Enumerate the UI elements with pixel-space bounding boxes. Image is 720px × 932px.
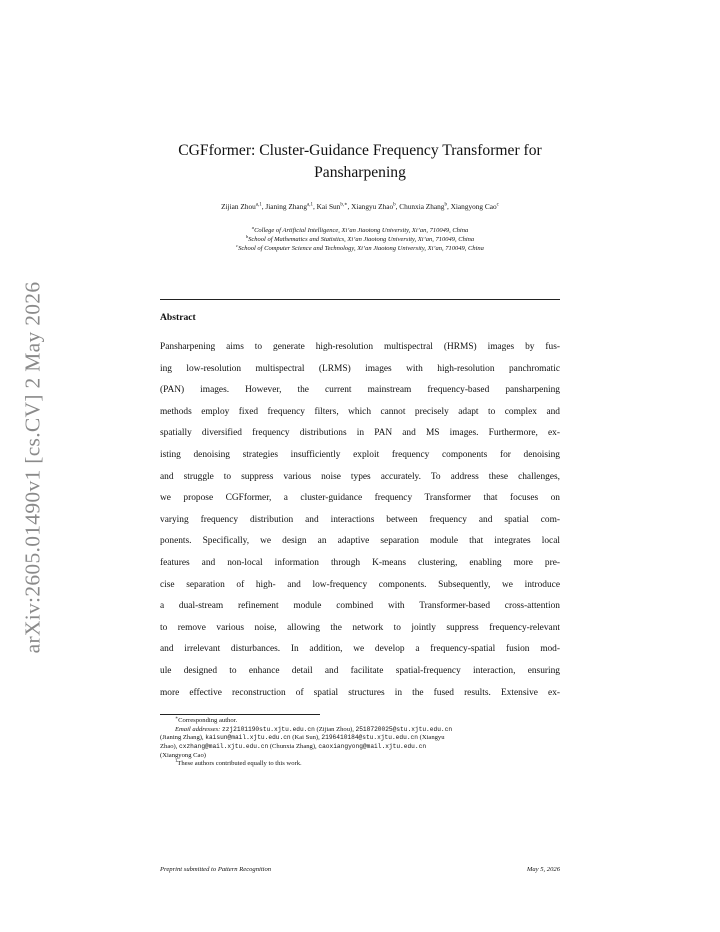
abstract-line: spatially diversified frequency distributions in PAN and MS images. Furthermore, ex- — [160, 428, 560, 439]
abstract-line: isting denoising strategies insufficiently exploit frequency components for denoising — [160, 449, 560, 460]
email-link[interactable]: 2518720025@stu.xjtu.edu.cn — [355, 725, 453, 733]
abstract-line: cise separation of high- and low-frequency components. Subsequently, we introduce — [160, 579, 560, 590]
email-link[interactable]: caoxiangyong@mail.xjtu.edu.cn — [318, 743, 427, 751]
abstract-line: ponents. Specifically, we design an adaptive separation module that integrates local — [160, 536, 560, 547]
footnote-emails-line-4: (Xiangyong Cao) — [160, 751, 206, 759]
footnote-corresponding: ∗Corresponding author. — [175, 714, 238, 724]
abstract-line: features and non-local information through K-means clustering, enabling more pre- — [160, 557, 560, 568]
arxiv-stamp — [18, 262, 48, 672]
title-line-1: CGFformer: Cluster-Guidance Frequency Transformer for — [178, 142, 542, 159]
arxiv-identifier: arXiv:2605.01490v1 [cs.CV] 2 May 2026 — [20, 281, 45, 653]
abstract-line: (PAN) images. However, the current mainstream frequency-based pansharpening — [160, 385, 560, 396]
footer-date: May 5, 2026 — [526, 866, 560, 873]
abstract-line: more effective reconstruction of spatial structures in the fused results. Extensive ex- — [160, 687, 560, 698]
email-link[interactable]: zzj2101190stu.xjtu.edu.cn — [222, 725, 315, 733]
abstract-line: to remove various noise, allowing the network to jointly suppress frequency-relevant — [160, 622, 560, 633]
author: Zijian Zhou$^{a,1}$ — [221, 202, 262, 211]
abstract-line: ule designed to enhance detail and facilitate spatial-frequency interaction, ensuring — [160, 665, 560, 676]
footnote-emails-line-3: Zhao), cxzhang@mail.xjtu.edu.cn (Chunxia Zhang), caoxiangyong@mail.xjtu.edu.cn — [160, 743, 427, 751]
author: Chunxia Zhang$^b$ — [399, 202, 447, 211]
author: Xiangyong Cao$^c$ — [450, 202, 499, 211]
page-footer — [160, 866, 560, 873]
abstract-line: varying frequency distribution and interactions between frequency and spatial com- — [160, 514, 560, 525]
email-link[interactable]: cxzhang@mail.xjtu.edu.cn — [179, 743, 269, 751]
footnote-emails-line-1: Email addresses: zzj2101190stu.xjtu.edu.cn (Zijian Zhou), 2518720025@stu.xjtu.edu.cn — [175, 725, 453, 733]
abstract-top-rule — [160, 299, 560, 300]
author: Jianing Zhang$^{a,1}$ — [265, 202, 313, 211]
email-link[interactable]: 2196410184@stu.xjtu.edu.cn — [321, 734, 418, 742]
footnote-rule — [160, 714, 320, 715]
affiliation-b: $^b$School of Mathematics and Statistics, Xi’an Jiaotong University, Xi’an, 710049, China — [245, 233, 475, 243]
abstract-line: a dual-stream refinement module combined with Transformer-based cross-attention — [160, 601, 560, 612]
abstract-body — [160, 337, 560, 704]
author: Xiangyu Zhao$^b$ — [351, 202, 396, 211]
title-line-2: Pansharpening — [314, 164, 406, 181]
abstract-heading: Abstract — [160, 312, 196, 323]
author: Kai Sun$^{b,∗}$ — [316, 202, 348, 211]
abstract-line: methods employ fixed frequency filters, which cannot precisely adapt to complex and — [160, 406, 560, 417]
footnotes — [160, 714, 560, 769]
footer-journal: Preprint submitted to Pattern Recognition — [160, 866, 272, 873]
footnote-emails-line-2: (Jianing Zhang), kaisun@mail.xjtu.edu.cn (Kai Sun), 2196410184@stu.xjtu.edu.cn (Xiangyu — [160, 734, 445, 742]
author-list: Zijian Zhou$^{a,1}$, Jianing Zhang$^{a,1}$, Kai Sun$^{b,∗}$, Xiangyu Zhao$^b$, Chunxia Zhang$^b$, Xiangyong Cao$^c$ — [221, 202, 499, 211]
footnote-equal-contribution: $^1$These authors contributed equally to this work. — [175, 758, 302, 768]
affiliation-c: $^c$School of Computer Science and Technology, Xi’an Jiaotong University, Xi’an, 710049, China — [236, 242, 484, 252]
abstract-line: ing low-resolution multispectral (LRMS) images with high-resolution panchromatic — [160, 363, 560, 374]
abstract-line: and irrelevant disturbances. In addition, we develop a frequency-spatial fusion mod- — [160, 644, 560, 655]
email-link[interactable]: kaisun@mail.xjtu.edu.cn — [205, 734, 291, 742]
abstract-line: and struggle to suppress various noise types accurately. To address these challenges, — [160, 471, 560, 482]
abstract-line: Pansharpening aims to generate high-resolution multispectral (HRMS) images by fus- — [160, 342, 560, 352]
abstract-line: we propose CGFformer, a cluster-guidance frequency Transformer that focuses on — [160, 493, 560, 504]
affiliation-a: $^a$College of Artificial Intelligence, Xi’an Jiaotong University, Xi’an, 710049, China — [251, 224, 469, 234]
paper-title — [160, 140, 560, 184]
